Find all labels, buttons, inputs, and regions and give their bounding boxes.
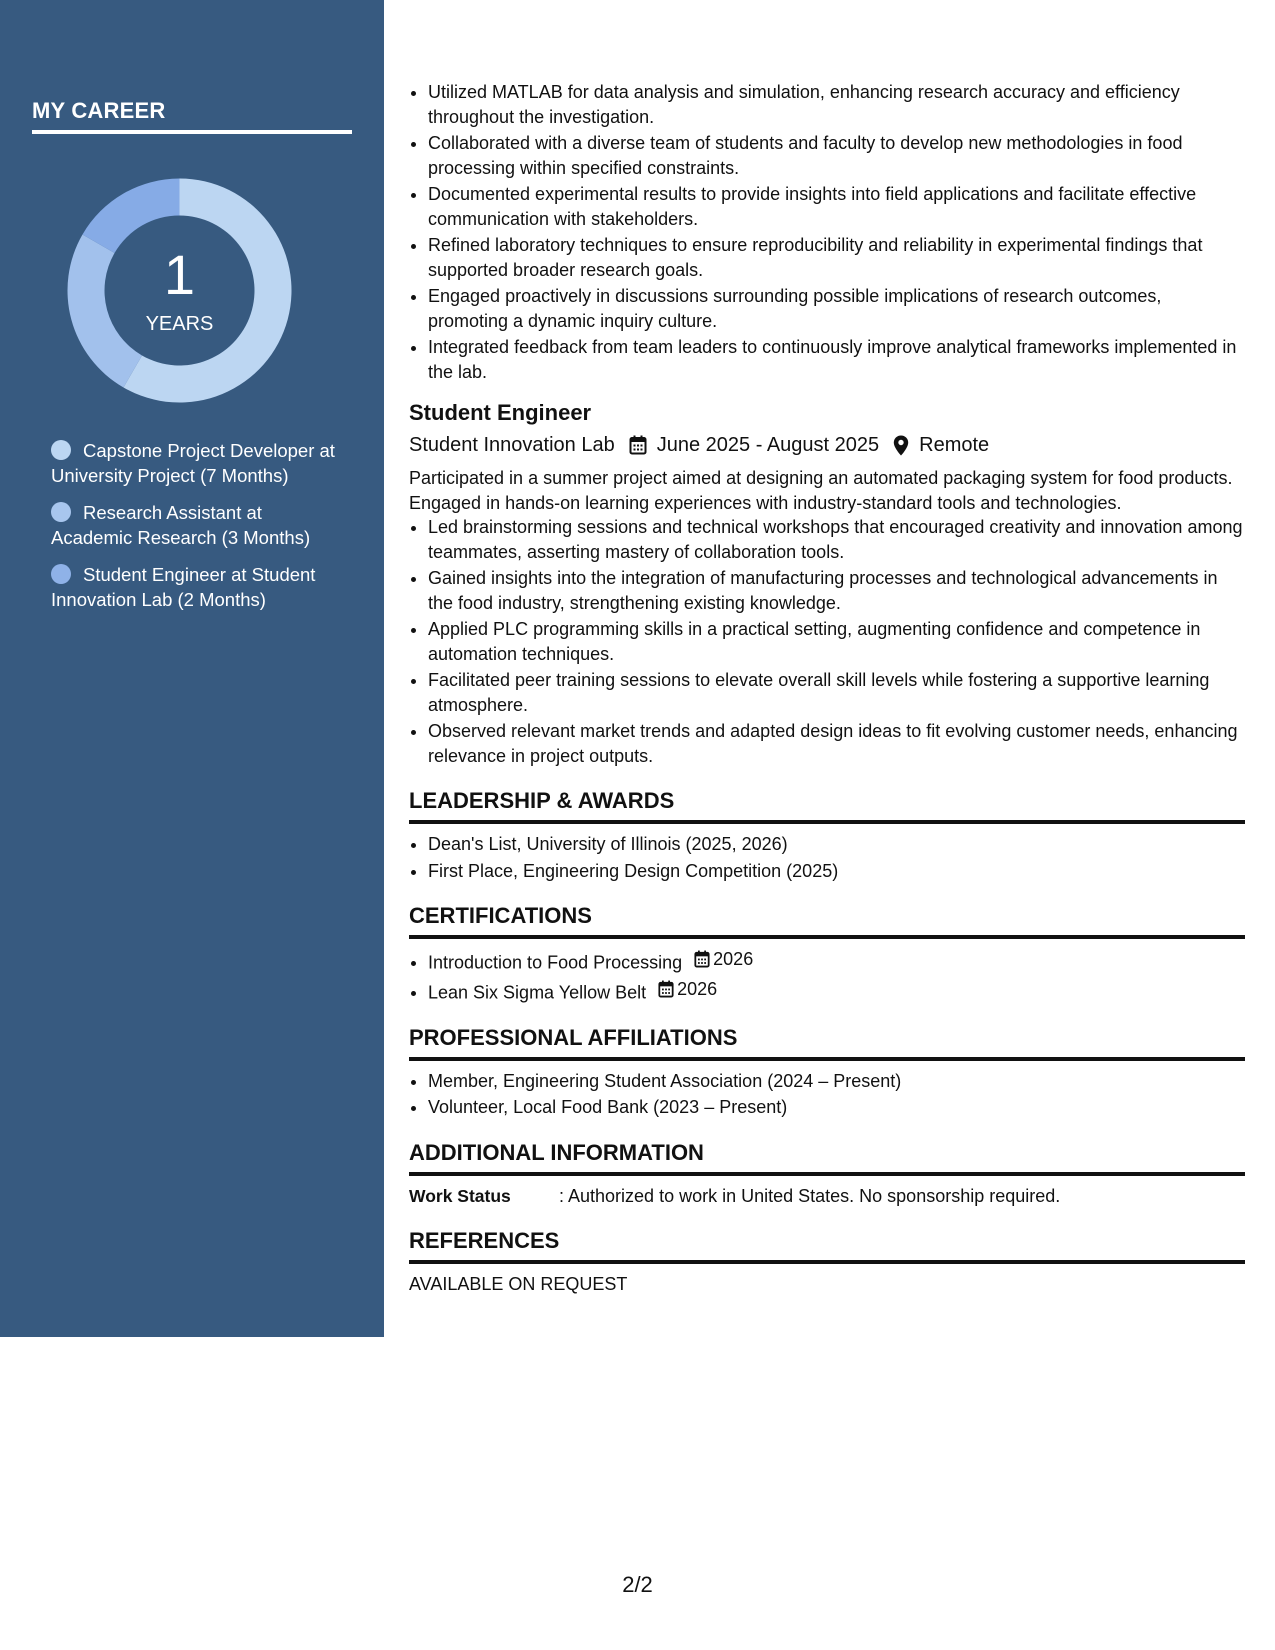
career-list xyxy=(51,438,341,624)
career-item xyxy=(51,562,341,612)
calendar-icon xyxy=(694,950,710,968)
certification-date xyxy=(682,947,753,972)
section-title-certifications: CERTIFICATIONS xyxy=(409,901,1245,939)
certification-year: 2026 xyxy=(677,978,718,999)
list-item: • Integrated feedback from team leaders to continuously improve analytical frameworks implemented in the lab. xyxy=(428,335,1245,384)
list-item: • Volunteer, Local Food Bank (2023 – Present) xyxy=(428,1095,1245,1120)
sidebar xyxy=(0,0,384,1337)
list-item: • First Place, Engineering Design Competition (2025) xyxy=(428,859,1245,884)
leadership-list xyxy=(409,832,1245,883)
certification-date xyxy=(646,977,717,1002)
list-item: • Gained insights into the integration of manufacturing processes and technological advancements in the food industry, strengthening existing knowledge. xyxy=(428,566,1245,615)
work-status-value: : Authorized to work in United States. No sponsorship required. xyxy=(559,1185,1061,1206)
list-item: • Engaged proactively in discussions surrounding possible implications of research outcomes, promoting a dynamic inquiry culture. xyxy=(428,284,1245,333)
list-item xyxy=(428,977,1245,1005)
main-content xyxy=(409,80,1245,1296)
donut-segment xyxy=(83,179,180,254)
job-description: Participated in a summer project aimed at designing an automated packaging system for food products. Engaged in hands-on learning experiences with industry-standard tools and technologies. xyxy=(409,468,1233,513)
list-item: • Dean's List, University of Illinois (2025, 2026) xyxy=(428,832,1245,857)
list-item: • Documented experimental results to provide insights into field applications and facilitate effective communication with stakeholders. xyxy=(428,182,1245,231)
job-meta xyxy=(409,430,1245,460)
job-location: Remote xyxy=(919,434,990,456)
certification-name: Lean Six Sigma Yellow Belt xyxy=(428,982,647,1002)
list-item: • Applied PLC programming skills in a practical setting, augmenting confidence and competence in automation techniques. xyxy=(428,617,1245,666)
list-item xyxy=(428,947,1245,975)
page-number: 2/2 xyxy=(622,1572,653,1597)
job-title: Student Engineer xyxy=(409,400,592,425)
job-bullets xyxy=(409,515,1245,768)
calendar-icon xyxy=(658,980,674,998)
donut-number: 1 xyxy=(163,243,196,306)
list-item: • Utilized MATLAB for data analysis and simulation, enhancing research accuracy and efficiency throughout the investigation. xyxy=(428,80,1245,129)
donut-unit: YEARS xyxy=(145,313,214,335)
legend-dot-icon xyxy=(51,440,71,460)
certification-year: 2026 xyxy=(713,949,754,969)
calendar-icon xyxy=(629,435,647,455)
career-item-label: Research Assistant at Academic Research (3 Months) xyxy=(51,502,311,548)
career-item-label: Capstone Project Developer at University Project (7 Months) xyxy=(51,440,335,486)
affiliations-list xyxy=(409,1069,1245,1120)
legend-dot-icon xyxy=(51,502,71,522)
list-item: • Collaborated with a diverse team of students and faculty to develop new methodologies in food processing within specified constraints. xyxy=(428,131,1245,180)
job-company: Student Innovation Lab xyxy=(409,434,615,456)
section-title-references: REFERENCES xyxy=(409,1226,1245,1264)
work-status-label: Work Status xyxy=(409,1185,511,1206)
career-item xyxy=(51,500,341,550)
list-item: • Facilitated peer training sessions to elevate overall skill levels while fostering a supportive learning atmosphere. xyxy=(428,668,1245,717)
job-dates: June 2025 - August 2025 xyxy=(656,434,880,456)
references-text: AVAILABLE ON REQUEST xyxy=(409,1273,628,1294)
list-item: • Refined laboratory techniques to ensure reproducibility and reliability in experimental findings that supported broader research goals. xyxy=(428,233,1245,282)
location-pin-icon xyxy=(893,435,909,456)
career-donut-chart xyxy=(66,177,293,404)
list-item: • Member, Engineering Student Association (2024 – Present) xyxy=(428,1069,1245,1094)
career-item xyxy=(51,438,341,488)
work-status-row xyxy=(409,1184,1245,1208)
certifications-list xyxy=(409,947,1245,1005)
certification-name: Introduction to Food Processing xyxy=(428,952,683,973)
list-item: • Led brainstorming sessions and technical workshops that encouraged creativity and innovation among teammates, asserting mastery of collaboration tools. xyxy=(428,515,1245,564)
section-title-affiliations: PROFESSIONAL AFFILIATIONS xyxy=(409,1023,1245,1061)
legend-dot-icon xyxy=(51,564,71,584)
section-title-leadership: LEADERSHIP & AWARDS xyxy=(409,786,1245,824)
previous-job-bullets xyxy=(409,80,1245,384)
section-title-additional: ADDITIONAL INFORMATION xyxy=(409,1138,1245,1176)
career-title: MY CAREER xyxy=(32,98,352,134)
career-item-label: Student Engineer at Student Innovation Lab (2 Months) xyxy=(51,564,316,610)
list-item: • Observed relevant market trends and adapted design ideas to fit evolving customer needs, enhancing relevance in project outputs. xyxy=(428,719,1245,768)
